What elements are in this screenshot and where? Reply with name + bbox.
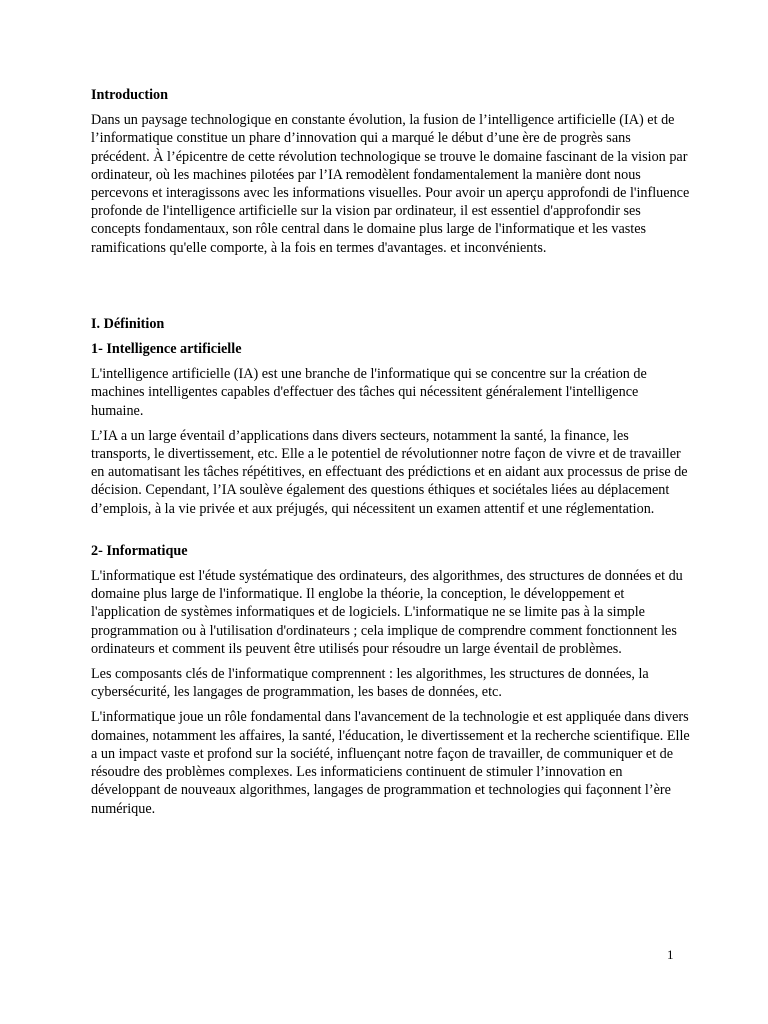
page-number: 1 [667,947,674,962]
informatique-paragraph-1: L'informatique est l'étude systématique des ordinateurs, des algorithmes, des structures de données et du domaine plus large de l'informatique. Il englobe la théorie, la conception, le développement et l'application de systèmes informatiques et de logiciels. L'informatique ne se limite pas à la simple programmation ou à l'utilisation d'ordinateurs ; cela implique de comprendre comment fonctionnent les ordinateurs et comment ils peuvent être utilisés pour résoudre un large éventail de problèmes. [91,568,683,657]
spacer [91,525,691,542]
informatique-paragraph-3: L'informatique joue un rôle fondamental dans l'avancement de la technologie et est appliquée dans divers domaines, notamment les affaires, la santé, l'éducation, le divertissement et la recherche scientifique. Elle a un impact vaste et profond sur la société, influençant notre façon de travailler, de communiquer et de résoudre des problèmes complexes. Les informaticiens continuent de stimuler l’innovation en développant de nouveaux algorithmes, langages de programmation et technologies qui façonnent l’ère numérique. [91,709,690,817]
ai-paragraph-2: L’IA a un large éventail d’applications dans divers secteurs, notamment la santé, la finance, les transports, le divertissement, etc. Elle a le potentiel de révolutionner notre façon de vivre et de travailler en automatisant les tâches répétitives, en effectuant des prédictions et en aidant aux processus de prise de décision. Cependant, l’IA soulève également des questions éthiques et sociétales liées au déplacement d’emplois, à la vie privée et aux préjugés, qui nécessitent un examen attentif et une réglementation. [91,427,688,517]
informatique-paragraph-2: Les composants clés de l'informatique comprennent : les algorithmes, les structures de données, la cybersécurité, les langages de programmation, les bases de données, etc. [91,666,649,701]
subsection-ai-heading: 1- Intelligence artificielle [91,341,242,358]
spacer [91,264,691,315]
ai-paragraph-1: L'intelligence artificielle (IA) est une branche de l'informatique qui se concentre sur la création de machines intelligentes capables d'effectuer des tâches qui nécessitent généralement l'intelligence humaine. [91,366,647,419]
subsection-informatique-heading: 2- Informatique [91,542,188,559]
intro-heading: Introduction [91,87,168,103]
document-page [91,86,691,825]
intro-paragraph: Dans un paysage technologique en constante évolution, la fusion de l’intelligence artificielle (IA) et de l’informatique constitue un phare d’innovation qui a marqué le début d’une ère de progrès sans précédent. À l’épicentre de cette révolution technologique se trouve le domaine fascinant de la vision par ordinateur, où les machines pilotées par l’IA remodèlent fondamentalement la manière dont nous percevons et interagissons avec les informations visuelles. Pour avoir un aperçu approfondi de l'influence profonde de l'intelligence artificielle sur la vision par ordinateur, il est essentiel d'approfondir ses concepts fondamentaux, son rôle central dans le domaine plus large de l'informatique et les vastes ramifications qu'elle comporte, à la fois en termes d'avantages. et inconvénients. [91,112,690,256]
section-definition-heading: I. Définition [91,315,165,332]
